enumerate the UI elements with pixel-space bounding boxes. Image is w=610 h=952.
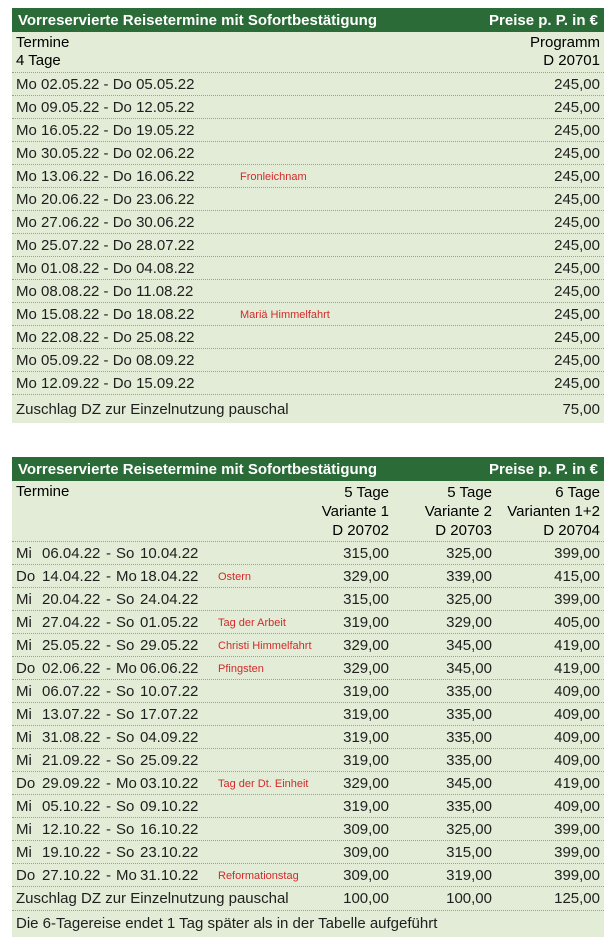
date-range: Mo 08.08.22 - Do 11.08.22	[16, 282, 194, 300]
date-to: 06.06.22	[140, 659, 199, 677]
price: 245,00	[554, 259, 600, 277]
table-row	[12, 165, 604, 188]
weekday-to: So	[116, 751, 135, 769]
date-range: Mo 16.05.22 - Do 19.05.22	[16, 121, 195, 139]
table1-column-header	[12, 32, 604, 73]
date-to: 10.04.22	[140, 544, 199, 562]
date-to: 17.07.22	[140, 705, 199, 723]
range-dash: -	[106, 544, 111, 562]
price-variante-1: 319,00	[343, 751, 389, 769]
holiday-note: Reformationstag	[218, 870, 299, 882]
date-range: Mo 12.09.22 - Do 15.09.22	[16, 374, 195, 392]
table2-title: Vorreservierte Reisetermine mit Sofortbestätigung	[18, 460, 377, 478]
price-variante-2: 315,00	[446, 843, 492, 861]
price-varianten-1-2: 409,00	[554, 728, 600, 746]
price-varianten-1-2: 419,00	[554, 636, 600, 654]
range-dash: -	[106, 774, 111, 792]
date-from: 06.04.22	[42, 544, 101, 562]
col3-code: D 20704	[543, 522, 600, 539]
price: 245,00	[554, 190, 600, 208]
range-dash: -	[106, 728, 111, 746]
weekday-to: So	[116, 843, 135, 861]
date-range: Mo 27.06.22 - Do 30.06.22	[16, 213, 195, 231]
date-to: 09.10.22	[140, 797, 199, 815]
date-from: 21.09.22	[42, 751, 101, 769]
table-row	[12, 234, 604, 257]
table-row	[12, 611, 604, 634]
date-from: 02.06.22	[42, 659, 101, 677]
price: 245,00	[554, 236, 600, 254]
weekday-to: So	[116, 590, 135, 608]
weekday-from: Mi	[16, 705, 32, 723]
table-row	[12, 749, 604, 772]
price: 245,00	[554, 282, 600, 300]
table1-col-termine: Termine	[16, 34, 70, 51]
weekday-from: Mi	[16, 843, 32, 861]
weekday-to: So	[116, 820, 135, 838]
price: 245,00	[554, 144, 600, 162]
surcharge-label: Zuschlag DZ zur Einzelnutzung pauschal	[16, 400, 289, 418]
weekday-to: Mo	[116, 567, 137, 585]
table-row	[12, 657, 604, 680]
table2-body	[12, 542, 604, 887]
date-from: 25.05.22	[42, 636, 101, 654]
surcharge-value-2: 100,00	[446, 890, 492, 907]
price-variante-2: 335,00	[446, 728, 492, 746]
weekday-from: Mi	[16, 613, 32, 631]
date-range: Mo 15.08.22 - Do 18.08.22	[16, 305, 195, 323]
date-range: Mo 25.07.22 - Do 28.07.22	[16, 236, 195, 254]
price-variante-2: 329,00	[446, 613, 492, 631]
table1-surcharge-row	[12, 395, 604, 423]
table-row	[12, 703, 604, 726]
table-row	[12, 73, 604, 96]
holiday-note: Fronleichnam	[240, 171, 307, 183]
col3-days: 6 Tage	[555, 484, 600, 501]
price-varianten-1-2: 419,00	[554, 659, 600, 677]
weekday-to: Mo	[116, 866, 137, 884]
table2-col-variante2	[425, 483, 492, 540]
weekday-from: Mi	[16, 728, 32, 746]
date-range: Mo 30.05.22 - Do 02.06.22	[16, 144, 195, 162]
date-range: Mo 02.05.22 - Do 05.05.22	[16, 75, 195, 93]
price-variante-1: 329,00	[343, 636, 389, 654]
col2-code: D 20703	[435, 522, 492, 539]
price: 245,00	[554, 121, 600, 139]
price-table-1	[12, 8, 604, 423]
table-row	[12, 280, 604, 303]
table-row	[12, 119, 604, 142]
price: 245,00	[554, 305, 600, 323]
surcharge-label: Zuschlag DZ zur Einzelnutzung pauschal	[16, 890, 289, 907]
date-to: 03.10.22	[140, 774, 199, 792]
price: 245,00	[554, 374, 600, 392]
weekday-to: So	[116, 728, 135, 746]
date-from: 27.04.22	[42, 613, 101, 631]
date-to: 18.04.22	[140, 567, 199, 585]
price-variante-1: 309,00	[343, 866, 389, 884]
table-row	[12, 211, 604, 234]
weekday-to: So	[116, 682, 135, 700]
price-variante-2: 335,00	[446, 705, 492, 723]
weekday-to: So	[116, 544, 135, 562]
weekday-from: Mi	[16, 544, 32, 562]
price-varianten-1-2: 419,00	[554, 774, 600, 792]
date-from: 29.09.22	[42, 774, 101, 792]
date-from: 05.10.22	[42, 797, 101, 815]
weekday-from: Do	[16, 659, 36, 677]
price-variante-1: 329,00	[343, 774, 389, 792]
range-dash: -	[106, 843, 111, 861]
price-variante-1: 319,00	[343, 797, 389, 815]
table2-price-note: Preise p. P. in €	[489, 460, 598, 478]
price-varianten-1-2: 399,00	[554, 820, 600, 838]
table-row	[12, 680, 604, 703]
price-varianten-1-2: 399,00	[554, 843, 600, 861]
date-to: 29.05.22	[140, 636, 199, 654]
weekday-to: Mo	[116, 659, 137, 677]
table-row	[12, 795, 604, 818]
table-row	[12, 372, 604, 395]
price: 245,00	[554, 213, 600, 231]
date-range: Mo 13.06.22 - Do 16.06.22	[16, 167, 195, 185]
table1-body	[12, 73, 604, 395]
date-range: Mo 05.09.22 - Do 08.09.22	[16, 351, 195, 369]
price-variante-2: 345,00	[446, 774, 492, 792]
col1-days: 5 Tage	[344, 484, 389, 501]
price-variante-2: 325,00	[446, 590, 492, 608]
surcharge-value-1: 100,00	[343, 890, 389, 907]
table2-header	[12, 457, 604, 481]
weekday-from: Mi	[16, 590, 32, 608]
table-row	[12, 841, 604, 864]
price-varianten-1-2: 405,00	[554, 613, 600, 631]
price-varianten-1-2: 409,00	[554, 797, 600, 815]
table-row	[12, 864, 604, 887]
table1-title: Vorreservierte Reisetermine mit Sofortbestätigung	[18, 11, 377, 29]
table2-col-variante1	[322, 483, 389, 540]
date-from: 06.07.22	[42, 682, 101, 700]
price-variante-2: 345,00	[446, 659, 492, 677]
price-variante-1: 309,00	[343, 843, 389, 861]
weekday-to: Mo	[116, 774, 137, 792]
price-variante-2: 325,00	[446, 544, 492, 562]
col2-days: 5 Tage	[447, 484, 492, 501]
date-to: 24.04.22	[140, 590, 199, 608]
date-to: 31.10.22	[140, 866, 199, 884]
price-variante-1: 319,00	[343, 682, 389, 700]
date-range: Mo 01.08.22 - Do 04.08.22	[16, 259, 195, 277]
range-dash: -	[106, 613, 111, 631]
table-row	[12, 634, 604, 657]
range-dash: -	[106, 797, 111, 815]
price-variante-2: 339,00	[446, 567, 492, 585]
weekday-to: So	[116, 705, 135, 723]
holiday-note: Pfingsten	[218, 663, 264, 675]
weekday-from: Mi	[16, 682, 32, 700]
price-varianten-1-2: 409,00	[554, 682, 600, 700]
price-varianten-1-2: 409,00	[554, 751, 600, 769]
table-row	[12, 303, 604, 326]
table-row	[12, 772, 604, 795]
date-from: 20.04.22	[42, 590, 101, 608]
price-variante-1: 329,00	[343, 659, 389, 677]
range-dash: -	[106, 567, 111, 585]
range-dash: -	[106, 751, 111, 769]
price: 245,00	[554, 351, 600, 369]
date-to: 25.09.22	[140, 751, 199, 769]
col2-variant: Variante 2	[424, 503, 492, 520]
weekday-from: Mi	[16, 636, 32, 654]
table-row	[12, 96, 604, 119]
weekday-to: So	[116, 613, 135, 631]
price-variante-1: 319,00	[343, 728, 389, 746]
holiday-note: Tag der Arbeit	[218, 617, 286, 629]
price: 245,00	[554, 328, 600, 346]
weekday-from: Mi	[16, 820, 32, 838]
price-variante-2: 335,00	[446, 797, 492, 815]
table-row	[12, 326, 604, 349]
table-row	[12, 188, 604, 211]
weekday-from: Mi	[16, 751, 32, 769]
weekday-to: So	[116, 797, 135, 815]
date-range: Mo 09.05.22 - Do 12.05.22	[16, 98, 195, 116]
table-row	[12, 142, 604, 165]
date-from: 14.04.22	[42, 567, 101, 585]
range-dash: -	[106, 636, 111, 654]
table-row	[12, 257, 604, 280]
col3-variant: Varianten 1+2	[507, 503, 600, 520]
date-from: 12.10.22	[42, 820, 101, 838]
price-variante-1: 309,00	[343, 820, 389, 838]
price-varianten-1-2: 399,00	[554, 590, 600, 608]
range-dash: -	[106, 705, 111, 723]
table-row	[12, 726, 604, 749]
holiday-note: Christi Himmelfahrt	[218, 640, 312, 652]
table2-surcharge-row	[12, 887, 604, 911]
table1-col-code: D 20701	[543, 52, 600, 69]
date-range: Mo 22.08.22 - Do 25.08.22	[16, 328, 195, 346]
price-variante-2: 325,00	[446, 820, 492, 838]
date-to: 01.05.22	[140, 613, 199, 631]
weekday-from: Mi	[16, 797, 32, 815]
weekday-from: Do	[16, 567, 36, 585]
date-to: 10.07.22	[140, 682, 199, 700]
surcharge-value: 75,00	[562, 400, 600, 418]
date-from: 13.07.22	[42, 705, 101, 723]
date-to: 04.09.22	[140, 728, 199, 746]
surcharge-value-3: 125,00	[554, 890, 600, 907]
table1-price-note: Preise p. P. in €	[489, 11, 598, 29]
price: 245,00	[554, 167, 600, 185]
price-variante-1: 315,00	[343, 544, 389, 562]
price: 245,00	[554, 75, 600, 93]
price-varianten-1-2: 399,00	[554, 866, 600, 884]
table-row	[12, 349, 604, 372]
price-variante-1: 329,00	[343, 567, 389, 585]
weekday-to: So	[116, 636, 135, 654]
price-varianten-1-2: 415,00	[554, 567, 600, 585]
price-varianten-1-2: 409,00	[554, 705, 600, 723]
table2-column-header	[12, 481, 604, 542]
table-row	[12, 818, 604, 841]
price: 245,00	[554, 98, 600, 116]
table1-col-days: 4 Tage	[16, 52, 61, 69]
date-from: 31.08.22	[42, 728, 101, 746]
price-variante-1: 319,00	[343, 613, 389, 631]
weekday-from: Do	[16, 866, 36, 884]
table2-col-termine: Termine	[16, 483, 70, 500]
date-from: 19.10.22	[42, 843, 101, 861]
range-dash: -	[106, 682, 111, 700]
date-range: Mo 20.06.22 - Do 23.06.22	[16, 190, 195, 208]
range-dash: -	[106, 659, 111, 677]
table2-col-varianten12	[507, 483, 600, 540]
price-variante-2: 335,00	[446, 682, 492, 700]
holiday-note: Tag der Dt. Einheit	[218, 778, 309, 790]
price-variante-1: 315,00	[343, 590, 389, 608]
price-varianten-1-2: 399,00	[554, 544, 600, 562]
range-dash: -	[106, 590, 111, 608]
holiday-note: Ostern	[218, 571, 252, 583]
price-table-2	[12, 457, 604, 937]
table1-header	[12, 8, 604, 32]
col1-code: D 20702	[332, 522, 389, 539]
col1-variant: Variante 1	[321, 503, 389, 520]
table-row	[12, 542, 604, 565]
price-variante-2: 335,00	[446, 751, 492, 769]
range-dash: -	[106, 866, 111, 884]
date-from: 27.10.22	[42, 866, 101, 884]
range-dash: -	[106, 820, 111, 838]
date-to: 23.10.22	[140, 843, 199, 861]
table1-col-programm: Programm	[529, 34, 600, 51]
table-row	[12, 565, 604, 588]
table2-footnote: Die 6-Tagereise endet 1 Tag später als in der Tabelle aufgeführt	[16, 915, 438, 932]
holiday-note: Mariä Himmelfahrt	[240, 309, 330, 321]
weekday-from: Do	[16, 774, 36, 792]
price-variante-1: 319,00	[343, 705, 389, 723]
table-row	[12, 588, 604, 611]
date-to: 16.10.22	[140, 820, 199, 838]
price-variante-2: 319,00	[446, 866, 492, 884]
price-variante-2: 345,00	[446, 636, 492, 654]
